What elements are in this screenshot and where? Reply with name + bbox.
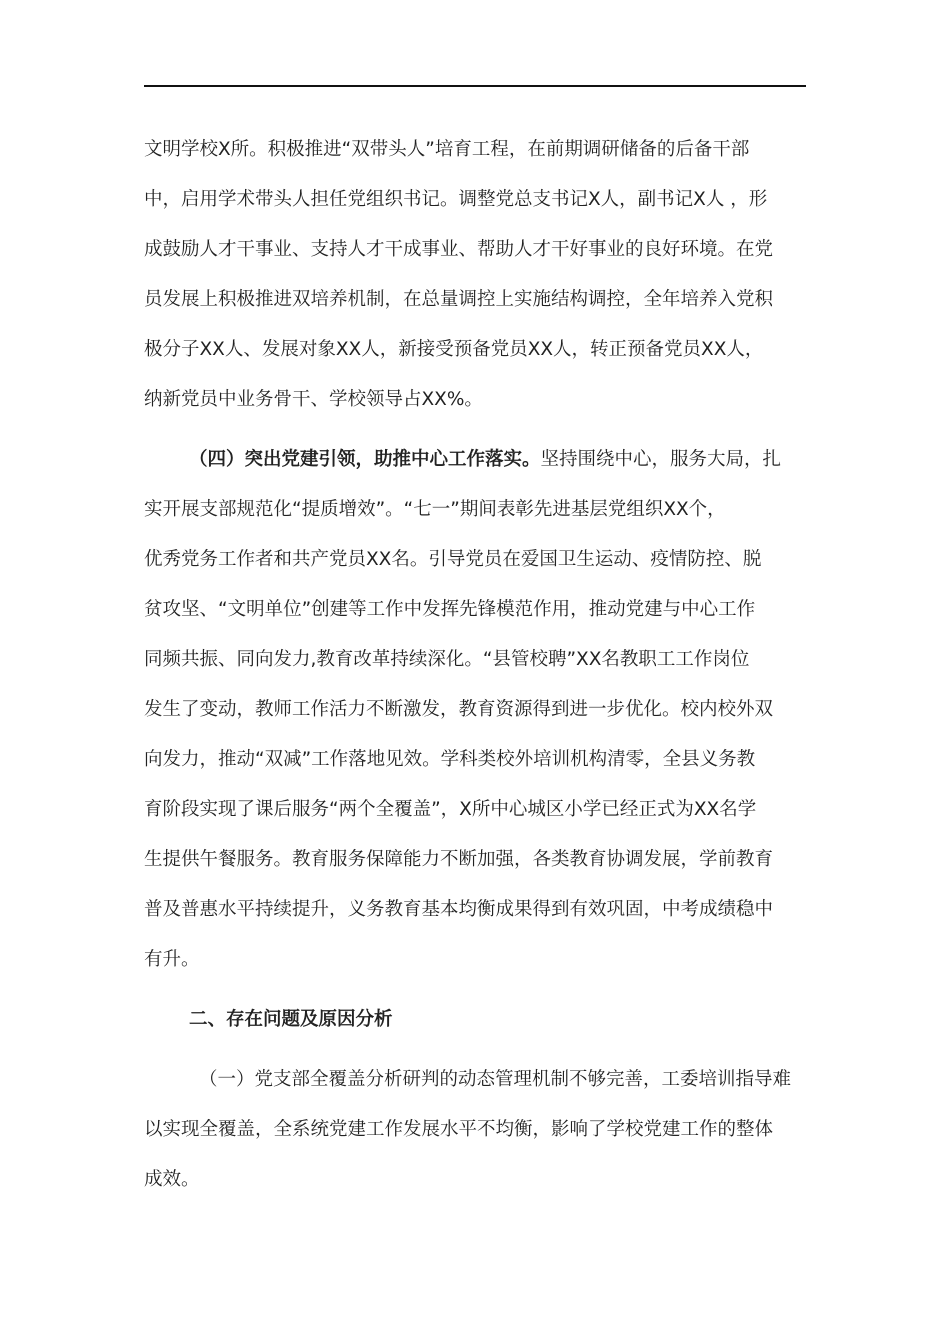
paragraph-first-line: （一）党支部全覆盖分析研判的动态管理机制不够完善，工委培训指导难 bbox=[199, 1069, 792, 1090]
paragraph-3 bbox=[144, 1055, 806, 1205]
paragraph-line: 极分子XX人、发展对象XX人，新接受预备党员XX人，转正预备党员XX人， bbox=[144, 339, 764, 360]
document-body bbox=[144, 125, 806, 1205]
paragraph-line: 员发展上积极推进双培养机制，在总量调控上实施结构调控，全年培养入党积 bbox=[144, 289, 774, 310]
paragraph-line: 成效。 bbox=[144, 1169, 200, 1190]
section-heading: 二、存在问题及原因分析 bbox=[189, 1009, 393, 1030]
paragraph-line: 向发力，推动“双减”工作落地见效。学科类校外培训机构清零，全县义务教 bbox=[144, 749, 756, 770]
section-subheading: （四）突出党建引领，助推中心工作落实。 bbox=[189, 449, 541, 470]
paragraph-line: 文明学校Ⅹ所。积极推进“双带头人”培育工程，在前期调研储备的后备干部 bbox=[144, 139, 750, 160]
paragraph-line-rest: 坚持围绕中心，服务大局，扎 bbox=[540, 449, 782, 470]
paragraph-line: 贫攻坚、“文明单位”创建等工作中发挥先锋模范作用，推动党建与中心工作 bbox=[144, 599, 756, 620]
paragraph-line: 成鼓励人才干事业、支持人才干成事业、帮助人才干好事业的良好环境。在党 bbox=[144, 239, 774, 260]
paragraph-line: 育阶段实现了课后服务“两个全覆盖”，Ⅹ所中心城区小学已经正式为XX名学 bbox=[144, 799, 757, 820]
paragraph-line: 优秀党务工作者和共产党员XX名。引导党员在爱国卫生运动、疫情防控、脱 bbox=[144, 549, 762, 570]
paragraph-2 bbox=[144, 435, 806, 985]
paragraph-line: 同频共振、同向发力,教育改革持续深化。“县管校聘”XX名教职工工作岗位 bbox=[144, 649, 750, 670]
paragraph-line: 以实现全覆盖，全系统党建工作发展水平不均衡，影响了学校党建工作的整体 bbox=[144, 1119, 774, 1140]
paragraph-1 bbox=[144, 125, 806, 425]
paragraph-line: 有升。 bbox=[144, 949, 200, 970]
header-rule bbox=[144, 85, 806, 87]
paragraph-line: 纳新党员中业务骨干、学校领导占XX%。 bbox=[144, 389, 483, 410]
paragraph-line: 中，启用学术带头人担任党组织书记。调整党总支书记Ⅹ人，副书记Ⅹ人 ，形 bbox=[144, 189, 768, 210]
paragraph-line: 发生了变动，教师工作活力不断激发，教育资源得到进一步优化。校内校外双 bbox=[144, 699, 774, 720]
paragraph-line: 生提供午餐服务。教育服务保障能力不断加强，各类教育协调发展，学前教育 bbox=[144, 849, 774, 870]
paragraph-line: 普及普惠水平持续提升，义务教育基本均衡成果得到有效巩固，中考成绩稳中 bbox=[144, 899, 774, 920]
paragraph-line: 实开展支部规范化“提质增效”。“七一”期间表彰先进基层党组织XX个， bbox=[144, 499, 726, 520]
paragraph-first-line bbox=[144, 435, 806, 485]
